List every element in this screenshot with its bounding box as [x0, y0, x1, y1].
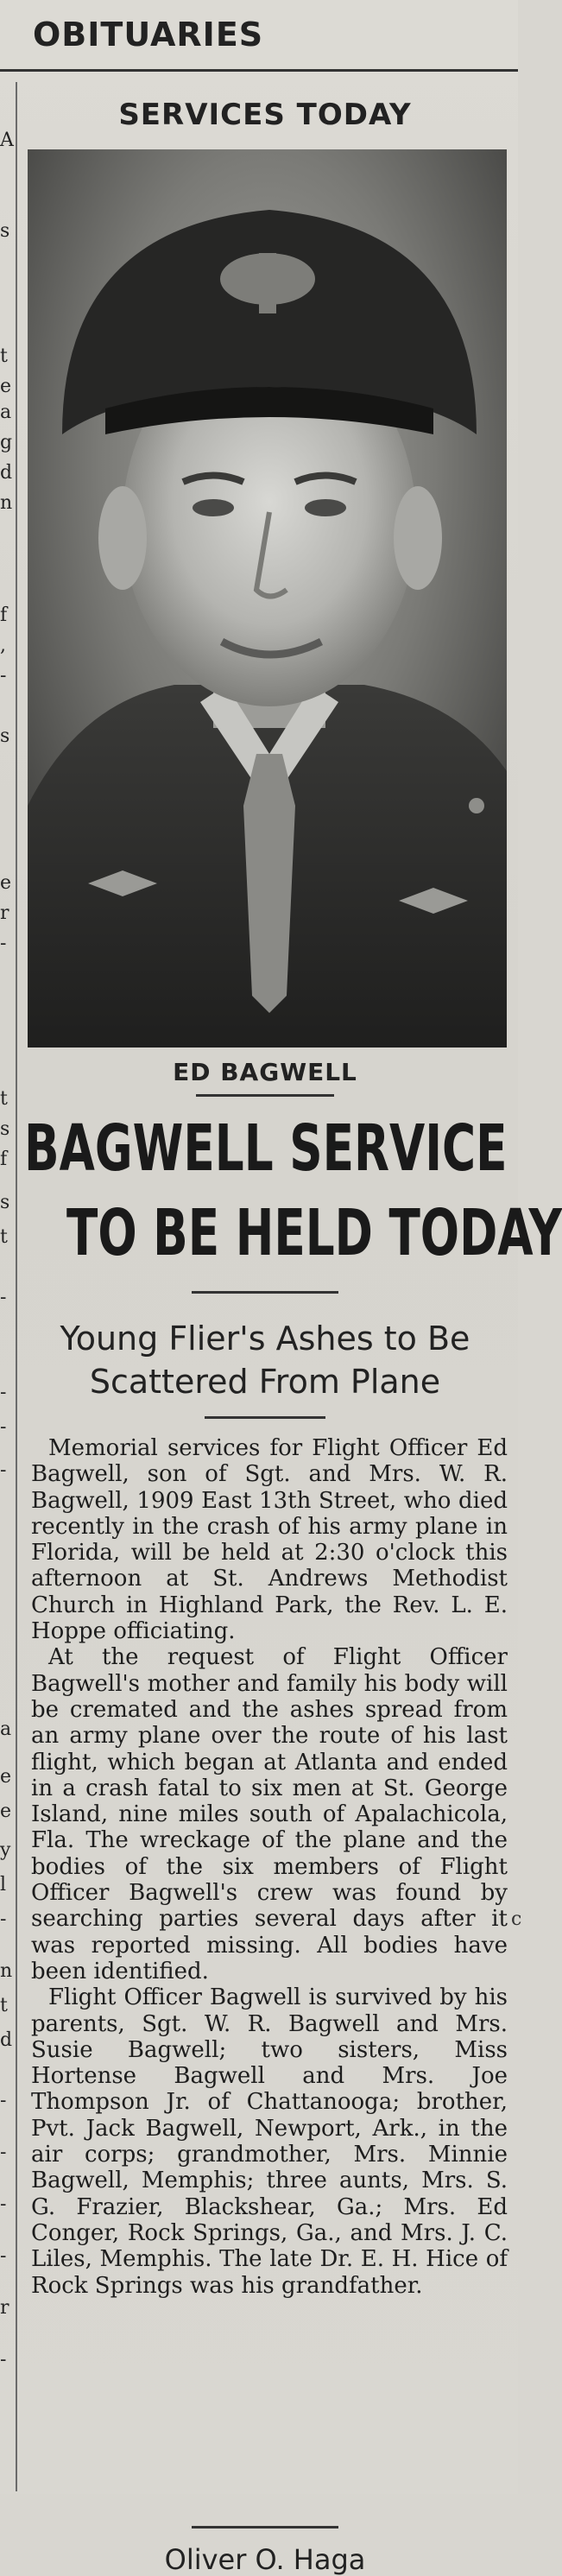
left-fragment-char: t [0, 1226, 8, 1248]
left-fragment-char: r [0, 2297, 9, 2319]
next-obituary-heading: Oliver O. Haga [164, 2543, 366, 2576]
left-fragment-char: a [0, 402, 12, 423]
left-fragment-char: - [0, 1416, 7, 1438]
article-body [31, 1435, 508, 2299]
left-fragment-char: - [0, 1908, 7, 1930]
headline-line-2: TO BE HELD TODAY [66, 1196, 562, 1270]
portrait-illustration [28, 149, 507, 1047]
left-fragment-char: - [0, 1287, 7, 1308]
paragraph-1: Memorial services for Flight Officer Ed Bagwell, son of Sgt. and Mrs. W. R. Bagwell, 1909 East 13th Street, who died recently in the crash of his army plane in Florida, will be held at 2:30 o'clock this afternoon at St. Andrews Methodist Church in Highland Park, the Rev. L. E. Hoppe officiating. [31, 1435, 508, 1645]
portrait-photo [28, 149, 507, 1047]
left-fragment-char: r [0, 902, 9, 924]
left-fragment-char: s [0, 1192, 10, 1213]
paragraph-3: Flight Officer Bagwell is survived by his parents, Sgt. W. R. Bagwell and Mrs. Susie Bagwell; two sisters, Miss Hortense Bagwell and Mrs. Joe Thompson Jr. of Chattanooga; brother, Pvt. Jack Bagwell, Newport, Ark., in the air corps; grandmother, Mrs. Minnie Bagwell, Memphis; three aunts, Mrs. S. G. Frazier, Blackshear, Ga.; Mrs. Ed Conger, Rock Springs, Ga., and Mrs. J. C. Liles, Memphis. The late Dr. E. H. Hice of Rock Springs was his grandfather. [31, 1984, 508, 2299]
left-fragment-char: - [0, 2245, 7, 2267]
left-fragment-char: d [0, 462, 13, 484]
right-column-fragment: c [511, 1908, 522, 1930]
left-fragment-char: - [0, 1459, 7, 1481]
left-fragment-char: t [0, 345, 8, 367]
left-fragment-char: - [0, 665, 7, 687]
subhead-line-1: Young Flier's Ashes to Be [60, 1320, 470, 1358]
left-fragment-char: f [0, 604, 8, 626]
photo-caption: ED BAGWELL [173, 1058, 357, 1086]
left-fragment-char: l [0, 1874, 7, 1896]
paragraph-2: At the request of Flight Officer Bagwell's mother and family his body will be cremated and the ashes spread from an army plane over the route of his last flight, which began at Atlanta and ended in a crash fatal to six men at St. George Island, nine miles south of Apalachicola, Fla. The wreckage of the plane and the bodies of the six members of Flight Officer Bagwell's crew was found by searching parties several days after it was reported missing. All bodies have been identified. [31, 1644, 508, 1984]
left-fragment-char: n [0, 1960, 13, 1982]
left-fragment-char: e [0, 872, 12, 894]
subhead-rule [205, 1416, 325, 1419]
subheadline [19, 1317, 511, 1403]
headline-rule [192, 1291, 338, 1294]
left-fragment-char: - [0, 2142, 7, 2163]
left-fragment-char: - [0, 933, 7, 954]
left-fragment-char: e [0, 1766, 12, 1788]
left-fragment-char: t [0, 1088, 8, 1110]
left-fragment-char: y [0, 1839, 11, 1861]
column-divider [16, 82, 17, 2491]
left-fragment-char: - [0, 2349, 7, 2370]
section-header-rule [0, 69, 518, 72]
section-title: OBITUARIES [33, 16, 264, 54]
headline-line-1: BAGWELL SERVICE [24, 1111, 508, 1186]
left-fragment-char: n [0, 492, 13, 514]
left-fragment-char: , [0, 635, 6, 656]
left-fragment-char: - [0, 2090, 7, 2111]
left-fragment-char: d [0, 2029, 13, 2051]
left-fragment-char: s [0, 1118, 10, 1140]
left-fragment-char: g [0, 432, 13, 453]
left-fragment-char: f [0, 1149, 8, 1170]
subhead-line-2: Scattered From Plane [89, 1363, 441, 1401]
kicker-heading: SERVICES TODAY [118, 98, 412, 132]
left-fragment-char: s [0, 220, 10, 242]
left-fragment-char: - [0, 2193, 7, 2215]
left-fragment-char: A [0, 130, 14, 151]
left-fragment-char: - [0, 1382, 7, 1403]
left-fragment-char: t [0, 1995, 8, 2016]
caption-rule [196, 1094, 334, 1097]
left-fragment-char: s [0, 725, 10, 747]
left-column-fragments [0, 78, 12, 2494]
left-fragment-char: a [0, 1718, 12, 1740]
left-fragment-char: e [0, 376, 12, 397]
end-rule [192, 2526, 338, 2529]
left-fragment-char: e [0, 1801, 12, 1822]
